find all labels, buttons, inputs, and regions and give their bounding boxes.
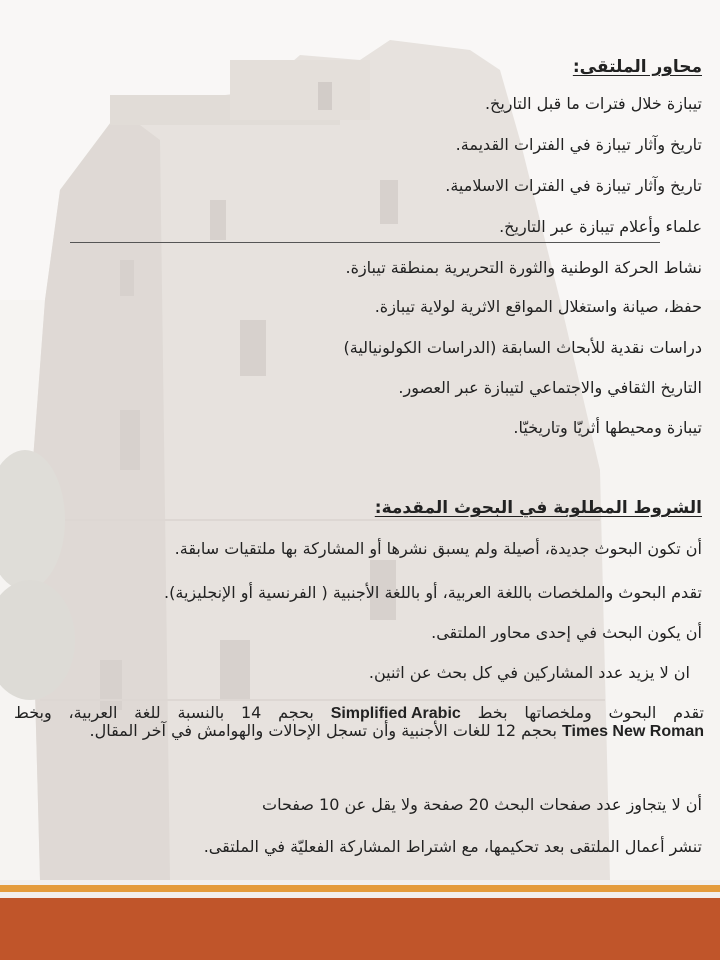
font-text-part: تقدم البحوث وملخصاتها بخط — [460, 703, 704, 722]
axis-item: حفظ، صيانة واستغلال المواقع الاثرية لولاية تيبازة. — [374, 297, 702, 316]
condition-item: أن تكون البحوث جديدة، أصيلة ولم يسبق نشرها أو المشاركة بها ملتقيات سابقة. — [174, 539, 702, 558]
condition-item: أن لا يتجاوز عدد صفحات البحث 20 صفحة ولا يقل عن 10 صفحات — [262, 795, 702, 814]
condition-item: أن يكون البحث في إحدى محاور الملتقى. — [431, 623, 702, 642]
font-name-arabic: Simplified Arabic — [330, 705, 461, 722]
footer-stripe — [0, 885, 720, 892]
condition-item: تنشر أعمال الملتقى بعد تحكيمها، مع اشتراط المشاركة الفعليّة في الملتقى. — [203, 837, 702, 856]
axis-item: التاريخ الثقافي والاجتماعي لتيبازة عبر العصور. — [398, 378, 702, 397]
axis-item: تاريخ وآثار تيبازة في الفترات القديمة. — [455, 135, 702, 154]
axis-item: دراسات نقدية للأبحاث السابقة (الدراسات الكولونيالية) — [343, 338, 702, 357]
font-text-part: بحجم 12 للغات الأجنبية وأن تسجل الإحالات والهوامش في آخر المقال. — [89, 721, 563, 740]
axes-heading: محاور الملتقى: — [572, 57, 702, 77]
font-text-part: بحجم 14 بالنسبة للغة العربية، وبخط — [14, 703, 331, 722]
font-name-latin: Times New Roman — [562, 723, 704, 740]
axis-item: تيبازة ومحيطها أثريّا وتاريخيّا. — [513, 418, 702, 437]
font-requirements-paragraph — [14, 704, 704, 740]
divider-line — [70, 242, 660, 243]
axis-item: تيبازة خلال فترات ما قبل التاريخ. — [484, 94, 702, 113]
conditions-heading: الشروط المطلوبة في البحوث المقدمة: — [374, 498, 702, 518]
axis-item: علماء وأعلام تيبازة عبر التاريخ. — [499, 217, 702, 236]
axis-item: نشاط الحركة الوطنية والثورة التحريرية بمنطقة تيبازة. — [345, 258, 702, 277]
condition-item: تقدم البحوث والملخصات باللغة العربية، أو باللغة الأجنبية ( الفرنسية أو الإنجليزية). — [164, 583, 702, 602]
condition-item: ان لا يزيد عدد المشاركين في كل بحث عن اثنين. — [368, 663, 690, 682]
axis-item: تاريخ وآثار تيبازة في الفترات الاسلامية. — [445, 176, 702, 195]
footer-bar — [0, 898, 720, 960]
